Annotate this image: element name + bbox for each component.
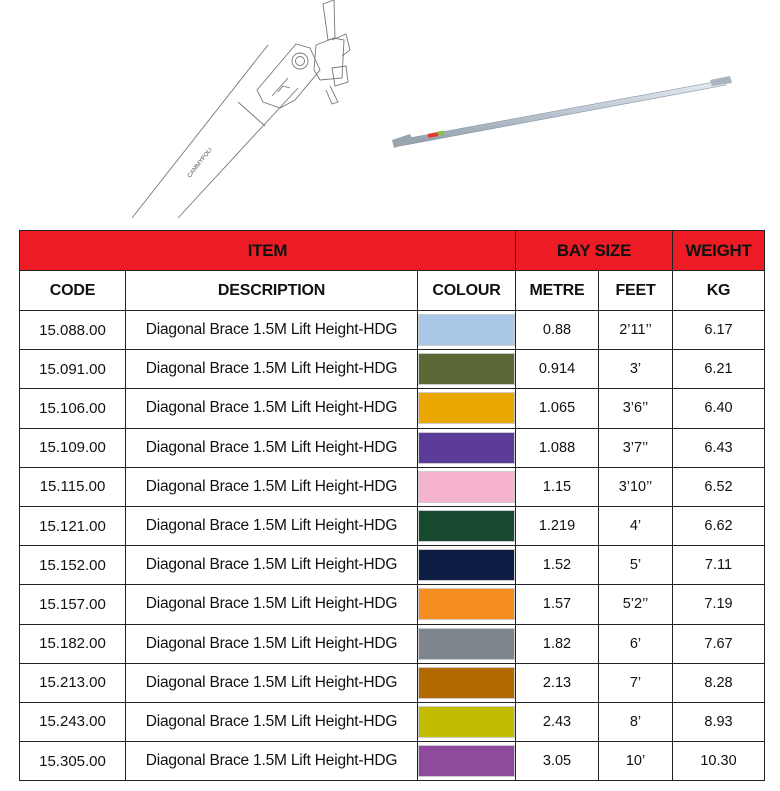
colour-cell — [418, 742, 516, 781]
code-cell: 15.121.00 — [20, 506, 126, 545]
colour-cell — [418, 506, 516, 545]
feet-cell: 4’ — [599, 506, 673, 545]
kg-cell: 7.11 — [673, 546, 765, 585]
kg-cell: 10.30 — [673, 742, 765, 781]
colour-cell — [418, 546, 516, 585]
feet-cell: 3’7’’ — [599, 428, 673, 467]
kg-cell: 6.52 — [673, 467, 765, 506]
colour-swatch — [418, 314, 515, 346]
table-row — [20, 311, 765, 350]
product-images — [0, 0, 780, 228]
table-row — [20, 702, 765, 741]
feet-cell: 5’ — [599, 546, 673, 585]
engraved-text: CAMMYPOLI — [186, 147, 214, 180]
code-cell: 15.088.00 — [20, 311, 126, 350]
kg-cell: 6.62 — [673, 506, 765, 545]
description-cell: Diagonal Brace 1.5M Lift Height-HDG — [126, 506, 418, 545]
description-cell: Diagonal Brace 1.5M Lift Height-HDG — [126, 585, 418, 624]
colour-cell — [418, 350, 516, 389]
description-cell: Diagonal Brace 1.5M Lift Height-HDG — [126, 702, 418, 741]
kg-cell: 7.19 — [673, 585, 765, 624]
metre-cell: 0.88 — [516, 311, 599, 350]
metre-cell: 1.57 — [516, 585, 599, 624]
kg-header: KG — [673, 271, 765, 311]
colour-cell — [418, 428, 516, 467]
description-cell: Diagonal Brace 1.5M Lift Height-HDG — [126, 389, 418, 428]
table-row — [20, 350, 765, 389]
code-cell: 15.305.00 — [20, 742, 126, 781]
metre-cell: 2.13 — [516, 663, 599, 702]
metre-cell: 1.088 — [516, 428, 599, 467]
colour-swatch — [418, 745, 515, 777]
colour-cell — [418, 702, 516, 741]
table-body — [20, 311, 765, 781]
description-cell: Diagonal Brace 1.5M Lift Height-HDG — [126, 428, 418, 467]
table-row — [20, 389, 765, 428]
table-row — [20, 467, 765, 506]
description-cell: Diagonal Brace 1.5M Lift Height-HDG — [126, 663, 418, 702]
table-row — [20, 742, 765, 781]
code-cell: 15.157.00 — [20, 585, 126, 624]
feet-cell: 2’11’’ — [599, 311, 673, 350]
group-header-row — [20, 231, 765, 271]
kg-cell: 6.21 — [673, 350, 765, 389]
metre-cell: 3.05 — [516, 742, 599, 781]
table-row — [20, 663, 765, 702]
feet-cell: 6’ — [599, 624, 673, 663]
colour-cell — [418, 389, 516, 428]
colour-swatch — [418, 510, 515, 542]
metre-cell: 1.15 — [516, 467, 599, 506]
feet-cell: 3’10’’ — [599, 467, 673, 506]
column-header-row — [20, 271, 765, 311]
table-row — [20, 428, 765, 467]
table-row — [20, 585, 765, 624]
feet-cell: 7’ — [599, 663, 673, 702]
item-group-header: ITEM — [20, 231, 516, 271]
description-cell: Diagonal Brace 1.5M Lift Height-HDG — [126, 624, 418, 663]
code-cell: 15.152.00 — [20, 546, 126, 585]
code-cell: 15.182.00 — [20, 624, 126, 663]
diagonal-brace-product-photo — [380, 70, 740, 160]
description-cell: Diagonal Brace 1.5M Lift Height-HDG — [126, 467, 418, 506]
description-cell: Diagonal Brace 1.5M Lift Height-HDG — [126, 742, 418, 781]
description-header: DESCRIPTION — [126, 271, 418, 311]
description-cell: Diagonal Brace 1.5M Lift Height-HDG — [126, 311, 418, 350]
feet-cell: 10’ — [599, 742, 673, 781]
colour-swatch — [418, 392, 515, 424]
colour-swatch — [418, 432, 515, 464]
description-cell: Diagonal Brace 1.5M Lift Height-HDG — [126, 546, 418, 585]
code-cell: 15.109.00 — [20, 428, 126, 467]
kg-cell: 6.17 — [673, 311, 765, 350]
colour-cell — [418, 663, 516, 702]
metre-cell: 0.914 — [516, 350, 599, 389]
feet-cell: 3’6’’ — [599, 389, 673, 428]
feet-cell: 5’2’’ — [599, 585, 673, 624]
colour-swatch — [418, 706, 515, 738]
feet-cell: 3’ — [599, 350, 673, 389]
table-row — [20, 624, 765, 663]
feet-cell: 8’ — [599, 702, 673, 741]
table-row — [20, 506, 765, 545]
colour-cell — [418, 585, 516, 624]
colour-swatch — [418, 549, 515, 581]
metre-cell: 2.43 — [516, 702, 599, 741]
code-header: CODE — [20, 271, 126, 311]
colour-swatch — [418, 667, 515, 699]
kg-cell: 8.93 — [673, 702, 765, 741]
code-cell: 15.243.00 — [20, 702, 126, 741]
colour-swatch — [418, 353, 515, 385]
weight-group-header: WEIGHT — [673, 231, 765, 271]
colour-swatch — [418, 628, 515, 660]
code-cell: 15.213.00 — [20, 663, 126, 702]
metre-cell: 1.219 — [516, 506, 599, 545]
code-cell: 15.106.00 — [20, 389, 126, 428]
description-cell: Diagonal Brace 1.5M Lift Height-HDG — [126, 350, 418, 389]
bay-size-group-header: BAY SIZE — [516, 231, 673, 271]
metre-cell: 1.065 — [516, 389, 599, 428]
kg-cell: 8.28 — [673, 663, 765, 702]
colour-cell — [418, 311, 516, 350]
metre-cell: 1.52 — [516, 546, 599, 585]
colour-header: COLOUR — [418, 271, 516, 311]
colour-cell — [418, 467, 516, 506]
kg-cell: 6.40 — [673, 389, 765, 428]
product-spec-table — [19, 230, 765, 781]
colour-swatch — [418, 471, 515, 503]
colour-swatch — [418, 588, 515, 620]
table-row — [20, 546, 765, 585]
colour-cell — [418, 624, 516, 663]
metre-header: METRE — [516, 271, 599, 311]
metre-cell: 1.82 — [516, 624, 599, 663]
code-cell: 15.115.00 — [20, 467, 126, 506]
kg-cell: 6.43 — [673, 428, 765, 467]
kg-cell: 7.67 — [673, 624, 765, 663]
code-cell: 15.091.00 — [20, 350, 126, 389]
feet-header: FEET — [599, 271, 673, 311]
diagonal-brace-clamp-drawing — [120, 0, 380, 225]
